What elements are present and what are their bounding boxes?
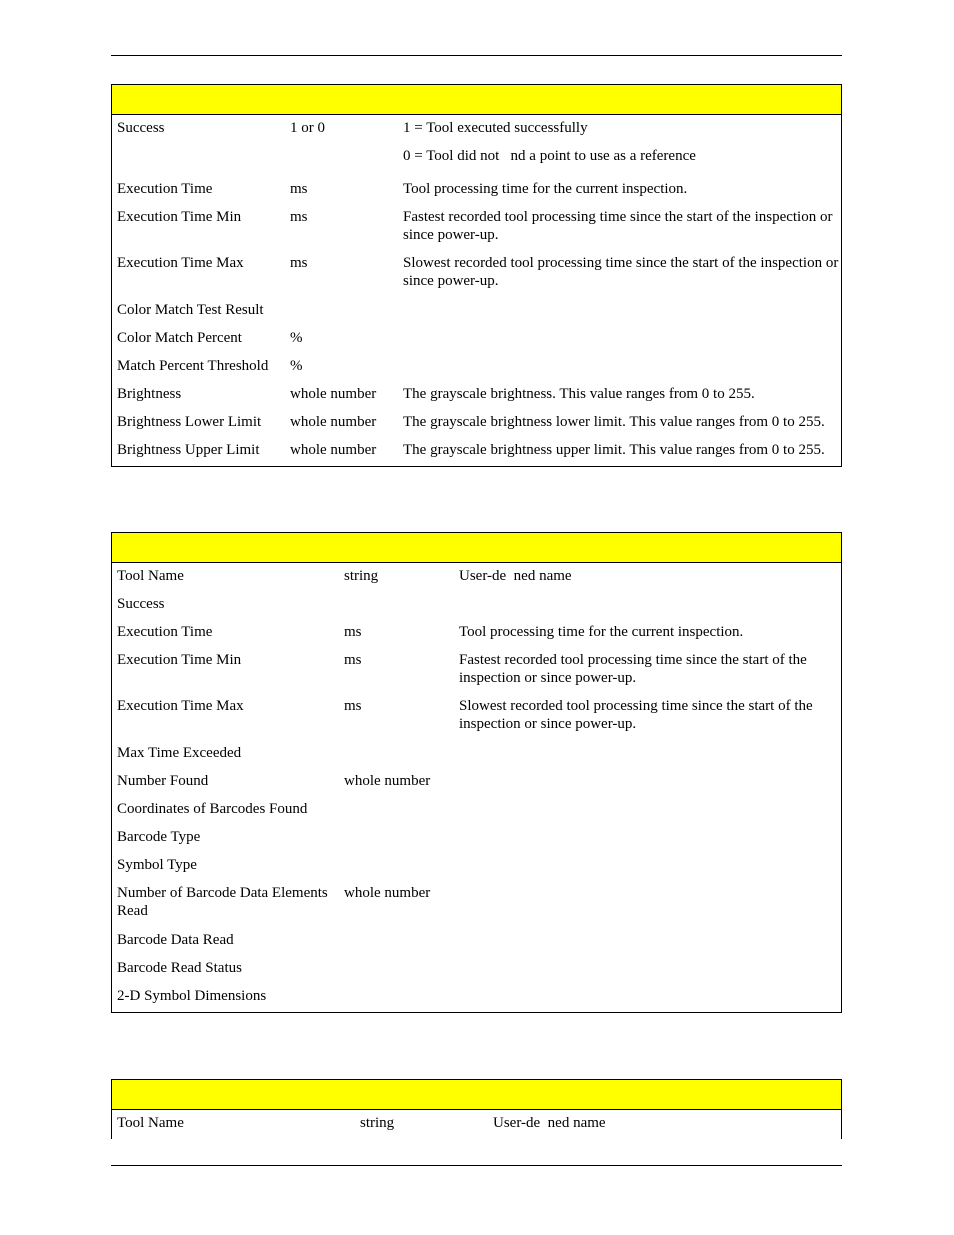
row-name: Success — [117, 596, 165, 612]
row-name: Barcode Read Status — [117, 960, 242, 976]
table-row — [112, 987, 841, 1015]
row-name: Tool Name — [117, 1115, 184, 1131]
row-desc: Slowest recorded tool processing time since the start of the inspection or since power-up. — [403, 255, 839, 289]
row-name: Color Match Test Result — [117, 302, 264, 318]
table-row — [112, 772, 841, 800]
row-unit: % — [290, 358, 303, 374]
table-row — [112, 413, 841, 441]
table-row — [112, 697, 841, 744]
row-unit: string — [344, 568, 379, 584]
row-unit: ms — [344, 624, 362, 640]
table-row — [112, 623, 841, 651]
table-header — [112, 85, 841, 115]
row-desc: Slowest recorded tool processing time since the start of the inspection or since power-up. — [459, 698, 813, 732]
row-desc: User-de ned name — [493, 1115, 606, 1131]
table-row — [112, 385, 841, 413]
table-row — [112, 884, 841, 931]
results-table-2 — [111, 532, 842, 1013]
table-header — [112, 533, 841, 563]
table-row — [112, 959, 841, 987]
row-unit: whole number — [290, 414, 377, 430]
row-name: Execution Time Max — [117, 698, 244, 714]
top-rule — [111, 55, 842, 56]
row-desc: The grayscale brightness. This value ranges from 0 to 255. — [403, 386, 755, 402]
row-name: Number of Barcode Data Elements Read — [117, 885, 328, 919]
row-name: Execution Time Max — [117, 255, 244, 271]
results-table-1 — [111, 84, 842, 467]
row-name: Execution Time — [117, 181, 213, 197]
row-desc: The grayscale brightness lower limit. This value ranges from 0 to 255. — [403, 414, 825, 430]
row-name: Match Percent Threshold — [117, 358, 269, 374]
row-name: Success — [117, 120, 165, 136]
row-desc: The grayscale brightness upper limit. This value ranges from 0 to 255. — [403, 442, 825, 458]
row-desc: Fastest recorded tool processing time since the start of the inspection or since power-up. — [403, 209, 833, 243]
row-unit: whole number — [290, 442, 377, 458]
row-name: Brightness Lower Limit — [117, 414, 262, 430]
row-unit: ms — [344, 698, 362, 714]
row-unit: ms — [290, 181, 308, 197]
row-unit: 1 or 0 — [290, 120, 325, 136]
table-row — [112, 1114, 841, 1142]
table-row — [112, 119, 841, 180]
row-unit: whole number — [344, 885, 431, 901]
row-unit: whole number — [344, 773, 431, 789]
table-row — [112, 329, 841, 357]
row-desc — [403, 119, 839, 165]
results-table-3 — [111, 1079, 842, 1139]
table-row — [112, 595, 841, 623]
row-unit: % — [290, 330, 303, 346]
row-name: Color Match Percent — [117, 330, 242, 346]
table-row — [112, 180, 841, 208]
row-name: Tool Name — [117, 568, 184, 584]
row-desc-line1: 1 = Tool executed successfully — [403, 120, 588, 136]
row-desc: User-de ned name — [459, 568, 572, 584]
row-unit: string — [360, 1115, 395, 1131]
row-unit: ms — [290, 255, 308, 271]
table-row — [112, 800, 841, 828]
row-name: 2-D Symbol Dimensions — [117, 988, 267, 1004]
row-name: Execution Time — [117, 624, 213, 640]
table-row — [112, 856, 841, 884]
row-desc-line2: 0 = Tool did not nd a point to use as a reference — [403, 148, 696, 164]
row-desc: Tool processing time for the current inspection. — [403, 181, 688, 197]
table-row — [112, 744, 841, 772]
row-unit: whole number — [290, 386, 377, 402]
row-desc: Tool processing time for the current inspection. — [459, 624, 744, 640]
table-row — [112, 931, 841, 959]
bottom-rule — [111, 1165, 842, 1166]
row-name: Brightness — [117, 386, 182, 402]
table-row — [112, 828, 841, 856]
table-row — [112, 441, 841, 469]
table-row — [112, 208, 841, 254]
row-name: Execution Time Min — [117, 209, 242, 225]
row-unit: ms — [290, 209, 308, 225]
table-row — [112, 567, 841, 595]
row-desc: Fastest recorded tool processing time since the start of the inspection or since power-up. — [459, 652, 807, 686]
row-name: Barcode Data Read — [117, 932, 234, 948]
row-name: Barcode Type — [117, 829, 201, 845]
table-row — [112, 357, 841, 385]
row-name: Coordinates of Barcodes Found — [117, 801, 308, 817]
table-row — [112, 651, 841, 697]
table-row — [112, 254, 841, 301]
row-name: Max Time Exceeded — [117, 745, 242, 761]
row-name: Number Found — [117, 773, 209, 789]
row-name: Symbol Type — [117, 857, 197, 873]
table-header — [112, 1080, 841, 1110]
row-name: Execution Time Min — [117, 652, 242, 668]
row-unit: ms — [344, 652, 362, 668]
table-row — [112, 301, 841, 329]
row-name: Brightness Upper Limit — [117, 442, 260, 458]
